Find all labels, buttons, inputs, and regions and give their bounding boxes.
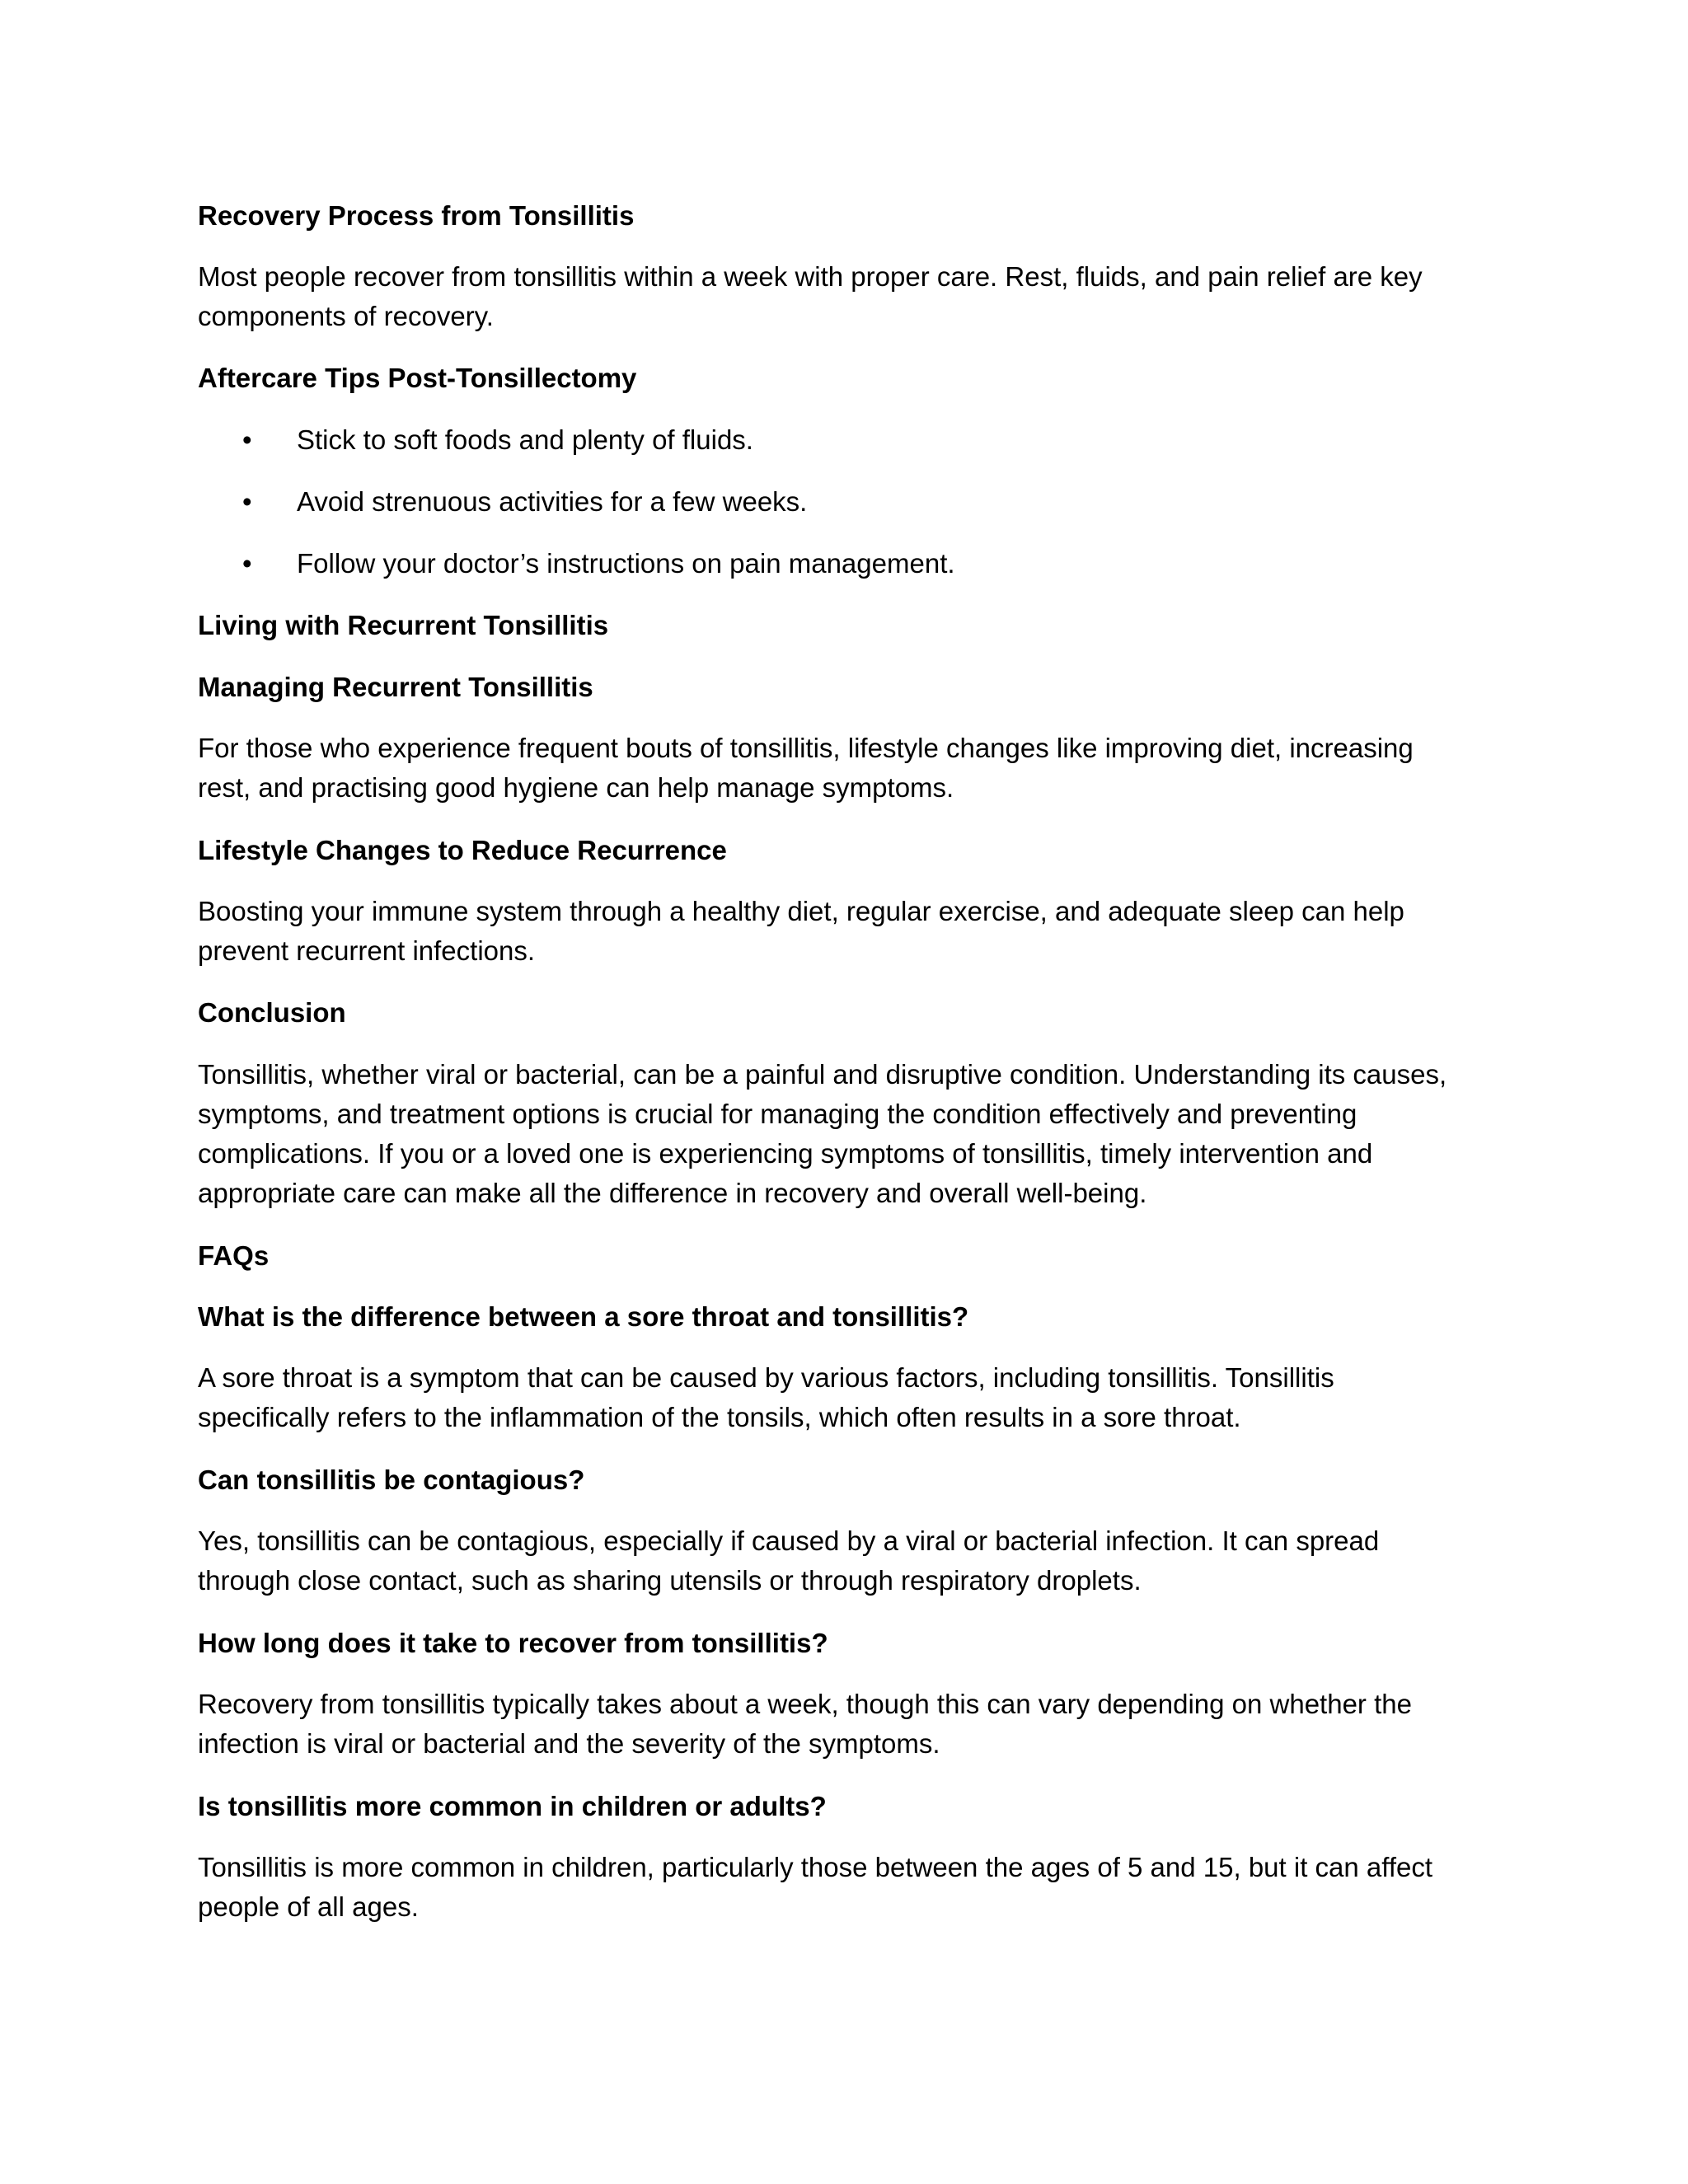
bullet-marker: • — [242, 424, 252, 455]
faq-question: How long does it take to recover from tonsillitis? — [198, 1628, 828, 1658]
lifestyle-paragraph-line: prevent recurrent infections. — [198, 935, 536, 966]
bullet-marker: • — [242, 486, 252, 517]
conclusion-paragraph-line: symptoms, and treatment options is crucial for managing the condition effectively and preventing — [198, 1099, 1357, 1129]
faq-answer-line: Recovery from tonsillitis typically takes about a week, though this can vary depending on whether the — [198, 1689, 1412, 1719]
faq-question: Is tonsillitis more common in children or adults? — [198, 1791, 827, 1821]
faqs-heading: FAQs — [198, 1240, 270, 1271]
managing-paragraph-line: For those who experience frequent bouts of tonsillitis, lifestyle changes like improving diet, increasing — [198, 733, 1414, 763]
faq-question: What is the difference between a sore throat and tonsillitis? — [198, 1301, 969, 1332]
conclusion-paragraph-line: Tonsillitis, whether viral or bacterial, can be a painful and disruptive condition. Understanding its causes, — [198, 1059, 1447, 1090]
faq-answer-line: through close contact, such as sharing utensils or through respiratory droplets. — [198, 1565, 1142, 1596]
bullet-marker: • — [242, 548, 252, 579]
recovery-heading: Recovery Process from Tonsillitis — [198, 200, 635, 231]
lifestyle-paragraph-line: Boosting your immune system through a healthy diet, regular exercise, and adequate sleep can help — [198, 896, 1404, 926]
aftercare-list-item: Avoid strenuous activities for a few weeks. — [297, 486, 808, 517]
faq-answer-line: people of all ages. — [198, 1891, 419, 1922]
aftercare-list-item: Stick to soft foods and plenty of fluids. — [297, 424, 753, 455]
faq-question: Can tonsillitis be contagious? — [198, 1465, 585, 1495]
faq-answer-line: specifically refers to the inflammation of the tonsils, which often results in a sore throat. — [198, 1402, 1241, 1432]
faq-answer-line: A sore throat is a symptom that can be caused by various factors, including tonsillitis. Tonsillitis — [198, 1362, 1334, 1393]
aftercare-list-item: Follow your doctor’s instructions on pain management. — [297, 548, 955, 579]
living-heading: Living with Recurrent Tonsillitis — [198, 610, 609, 640]
managing-heading: Managing Recurrent Tonsillitis — [198, 672, 593, 702]
conclusion-heading: Conclusion — [198, 997, 346, 1028]
recovery-paragraph-line: components of recovery. — [198, 301, 494, 331]
recovery-paragraph-line: Most people recover from tonsillitis within a week with proper care. Rest, fluids, and pain relief are key — [198, 261, 1423, 292]
faq-answer-line: infection is viral or bacterial and the severity of the symptoms. — [198, 1728, 940, 1759]
conclusion-paragraph-line: appropriate care can make all the difference in recovery and overall well-being. — [198, 1178, 1147, 1208]
aftercare-heading: Aftercare Tips Post-Tonsillectomy — [198, 363, 637, 393]
conclusion-paragraph-line: complications. If you or a loved one is experiencing symptoms of tonsillitis, timely intervention and — [198, 1138, 1373, 1169]
lifestyle-heading: Lifestyle Changes to Reduce Recurrence — [198, 835, 727, 865]
faq-answer-line: Yes, tonsillitis can be contagious, especially if caused by a viral or bacterial infection. It can spread — [198, 1526, 1380, 1556]
managing-paragraph-line: rest, and practising good hygiene can help manage symptoms. — [198, 772, 954, 803]
faq-answer-line: Tonsillitis is more common in children, particularly those between the ages of 5 and 15, but it can affect — [198, 1852, 1433, 1882]
